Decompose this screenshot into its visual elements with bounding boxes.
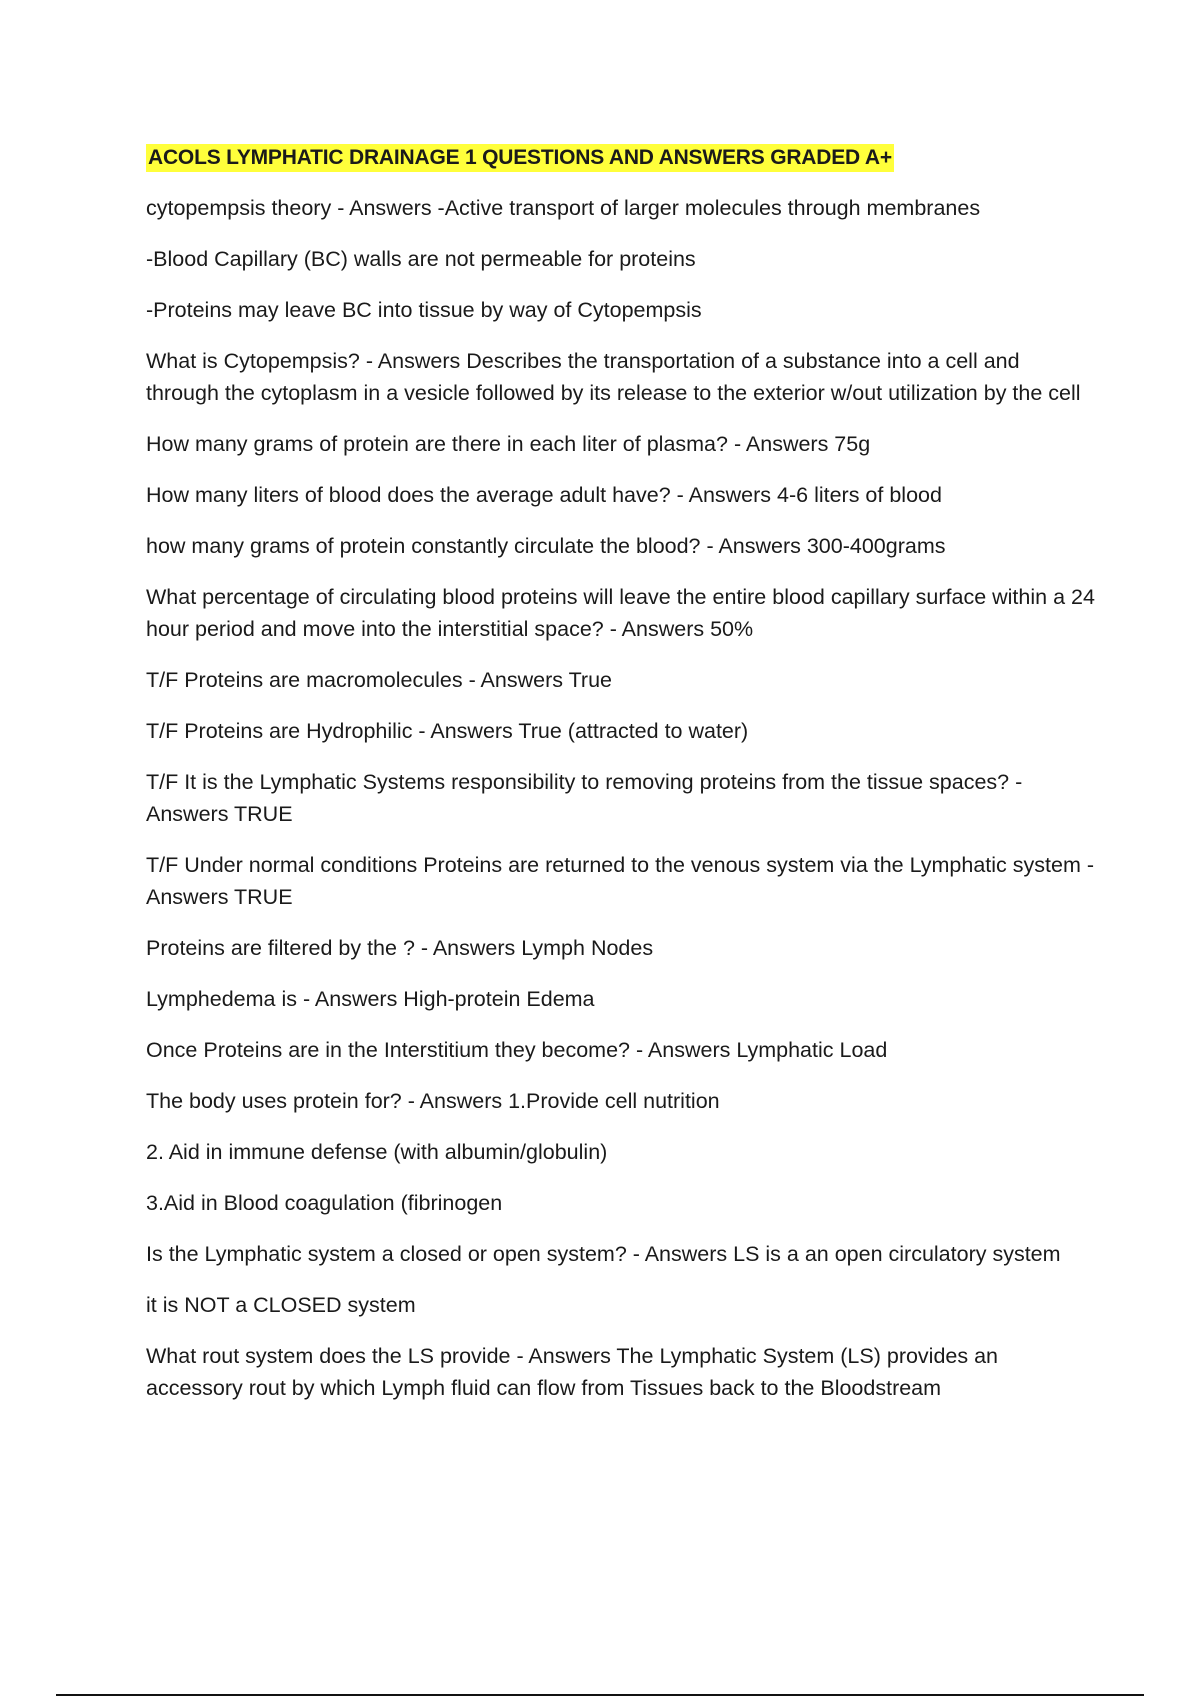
paragraph: Proteins are filtered by the ? - Answers Lymph Nodes [146,936,654,960]
paragraph: 2. Aid in immune defense (with albumin/globulin) [146,1140,608,1164]
paragraph: T/F Proteins are macromolecules - Answers True [146,668,612,692]
paragraph: T/F Under normal conditions Proteins are returned to the venous system via the Lymphatic system - Answers TRUE [146,853,1095,909]
paragraph: -Proteins may leave BC into tissue by way of Cytopempsis [146,298,702,322]
paragraph: The body uses protein for? - Answers 1.Provide cell nutrition [146,1089,720,1113]
paragraph: How many grams of protein are there in each liter of plasma? - Answers 75g [146,432,871,456]
paragraph: Lymphedema is - Answers High-protein Edema [146,987,595,1011]
paragraph: it is NOT a CLOSED system [146,1293,416,1317]
paragraph: Is the Lymphatic system a closed or open system? - Answers LS is a an open circulatory system [146,1242,1061,1266]
paragraph: Once Proteins are in the Interstitium they become? - Answers Lymphatic Load [146,1038,888,1062]
footer-divider [56,1694,1144,1696]
paragraph: T/F It is the Lymphatic Systems responsibility to removing proteins from the tissue spaces? - Answers TRUE [146,770,1023,826]
paragraph: 3.Aid in Blood coagulation (fibrinogen [146,1191,503,1215]
paragraph: What percentage of circulating blood proteins will leave the entire blood capillary surface within a 24 hour period and move into the interstitial space? - Answers 50% [146,585,1095,641]
paragraph: What is Cytopempsis? - Answers Describes the transportation of a substance into a cell and through the cytoplasm in a vesicle followed by its release to the exterior w/out utilization by the cell [146,349,1081,405]
document-title: ACOLS LYMPHATIC DRAINAGE 1 QUESTIONS AND ANSWERS GRADED A+ [146,144,894,172]
paragraph: cytopempsis theory - Answers -Active transport of larger molecules through membranes [146,196,981,220]
document-body [146,144,1096,1423]
paragraph: What rout system does the LS provide - Answers The Lymphatic System (LS) provides an accessory rout by which Lymph fluid can flow from Tissues back to the Bloodstream [146,1344,999,1400]
paragraph: How many liters of blood does the average adult have? - Answers 4-6 liters of blood [146,483,942,507]
paragraph: -Blood Capillary (BC) walls are not permeable for proteins [146,247,696,271]
paragraph: T/F Proteins are Hydrophilic - Answers True (attracted to water) [146,719,749,743]
paragraph: how many grams of protein constantly circulate the blood? - Answers 300-400grams [146,534,946,558]
